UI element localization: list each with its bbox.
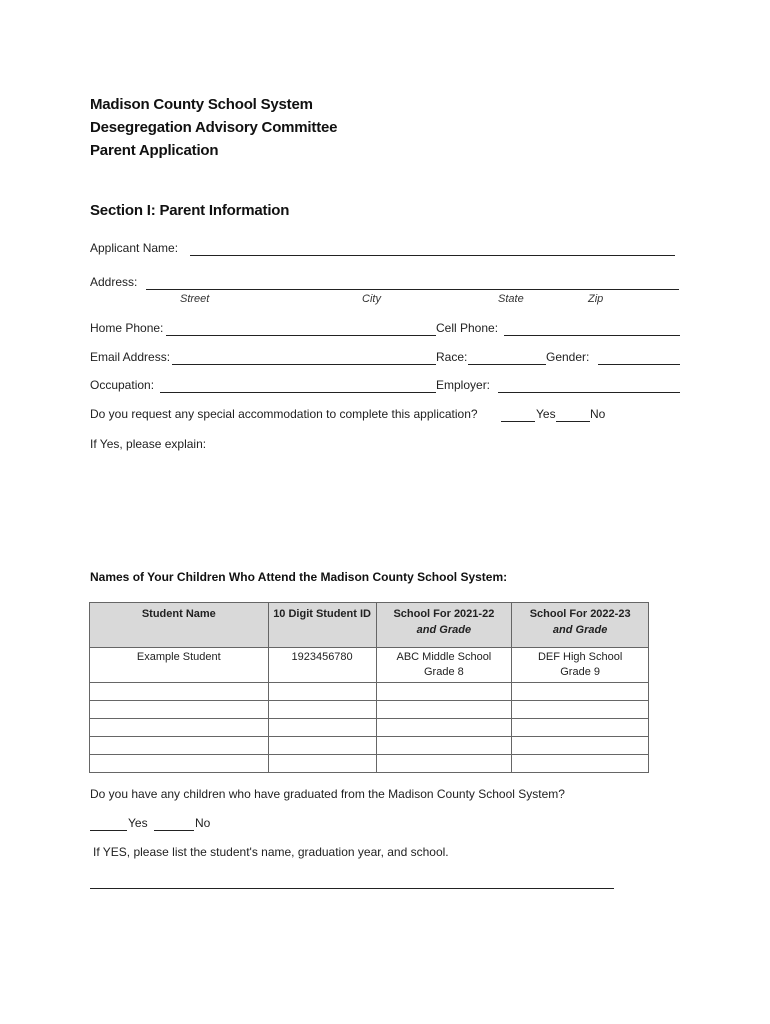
graduates-question: Do you have any children who have graduated from the Madison County School System? [90, 787, 565, 801]
example-school-2021-grade: Grade 8 [424, 666, 464, 678]
zip-sublabel: Zip [588, 293, 604, 305]
table-cell[interactable] [512, 737, 649, 755]
table-cell[interactable] [268, 737, 376, 755]
employer-field[interactable] [498, 378, 680, 393]
children-heading: Names of Your Children Who Attend the Madison County School System: [90, 570, 508, 584]
graduates-yes-field[interactable] [90, 816, 127, 831]
cell-phone-label: Cell Phone: [436, 321, 499, 335]
table-cell[interactable] [90, 719, 269, 737]
email-label: Email Address: [90, 350, 171, 364]
gender-label: Gender: [546, 350, 590, 364]
table-cell[interactable] [268, 701, 376, 719]
col-school-2021-label: School For 2021-22 [393, 608, 495, 620]
table-row-example [90, 648, 649, 683]
accommodation-yes-label: Yes [536, 407, 556, 421]
accommodation-no-label: No [590, 407, 606, 421]
occupation-field[interactable] [160, 378, 436, 393]
home-phone-field[interactable] [166, 321, 436, 336]
graduates-list-prompt: If YES, please list the student's name, graduation year, and school. [93, 845, 449, 859]
table-cell[interactable] [512, 701, 649, 719]
table-cell[interactable] [512, 719, 649, 737]
col-student-name-label: Student Name [141, 608, 216, 620]
example-student-id: 1923456780 [268, 648, 376, 683]
address-label: Address: [90, 275, 138, 289]
race-field[interactable] [468, 350, 546, 365]
table-row [90, 683, 649, 701]
table-cell[interactable] [268, 719, 376, 737]
col-school-2021-sublabel: and Grade [416, 624, 472, 636]
col-school-2022-sublabel: and Grade [552, 624, 608, 636]
table-row [90, 755, 649, 773]
example-school-2022-grade: Grade 9 [560, 666, 600, 678]
example-school-2022 [512, 648, 649, 683]
race-label: Race: [436, 350, 468, 364]
cell-phone-field[interactable] [504, 321, 680, 336]
employer-label: Employer: [436, 378, 491, 392]
children-table [89, 602, 649, 773]
col-student-id [268, 603, 376, 648]
state-sublabel: State [498, 293, 524, 305]
col-student-name [90, 603, 269, 648]
accommodation-yes-field[interactable] [501, 407, 535, 422]
gender-field[interactable] [598, 350, 680, 365]
home-phone-label: Home Phone: [90, 321, 164, 335]
graduates-yes-label: Yes [128, 816, 148, 830]
form-title: Parent Application [90, 142, 219, 159]
table-cell[interactable] [512, 683, 649, 701]
applicant-name-field[interactable] [190, 241, 675, 256]
table-cell[interactable] [512, 755, 649, 773]
city-sublabel: City [362, 293, 381, 305]
org-title: Madison County School System [90, 96, 313, 113]
example-school-2021 [376, 648, 512, 683]
graduates-no-field[interactable] [154, 816, 194, 831]
address-field[interactable] [146, 275, 679, 290]
graduates-list-field[interactable] [90, 874, 614, 889]
table-cell[interactable] [268, 755, 376, 773]
section-heading: Section I: Parent Information [90, 202, 290, 219]
col-school-2022-label: School For 2022-23 [529, 608, 631, 620]
table-cell[interactable] [90, 755, 269, 773]
table-cell[interactable] [90, 683, 269, 701]
accommodation-question: Do you request any special accommodation to complete this application? [90, 407, 478, 421]
graduates-no-label: No [195, 816, 211, 830]
committee-title: Desegregation Advisory Committee [90, 119, 338, 136]
col-school-2022 [512, 603, 649, 648]
table-cell[interactable] [90, 737, 269, 755]
example-school-2022-name: DEF High School [537, 651, 623, 663]
table-cell[interactable] [376, 737, 512, 755]
table-cell[interactable] [376, 683, 512, 701]
street-sublabel: Street [180, 293, 210, 305]
explain-label: If Yes, please explain: [90, 437, 207, 451]
table-row [90, 701, 649, 719]
col-student-id-label: 10 Digit Student ID [273, 608, 371, 620]
occupation-label: Occupation: [90, 378, 155, 392]
table-row [90, 719, 649, 737]
email-field[interactable] [172, 350, 436, 365]
example-school-2021-name: ABC Middle School [396, 651, 492, 663]
table-cell[interactable] [376, 719, 512, 737]
col-school-2021 [376, 603, 512, 648]
table-cell[interactable] [376, 755, 512, 773]
table-header-row [90, 603, 649, 648]
table-cell[interactable] [376, 701, 512, 719]
table-row [90, 737, 649, 755]
table-cell[interactable] [268, 683, 376, 701]
table-cell[interactable] [90, 701, 269, 719]
example-student-name: Example Student [90, 648, 269, 683]
applicant-name-label: Applicant Name: [90, 241, 179, 255]
accommodation-no-field[interactable] [556, 407, 590, 422]
